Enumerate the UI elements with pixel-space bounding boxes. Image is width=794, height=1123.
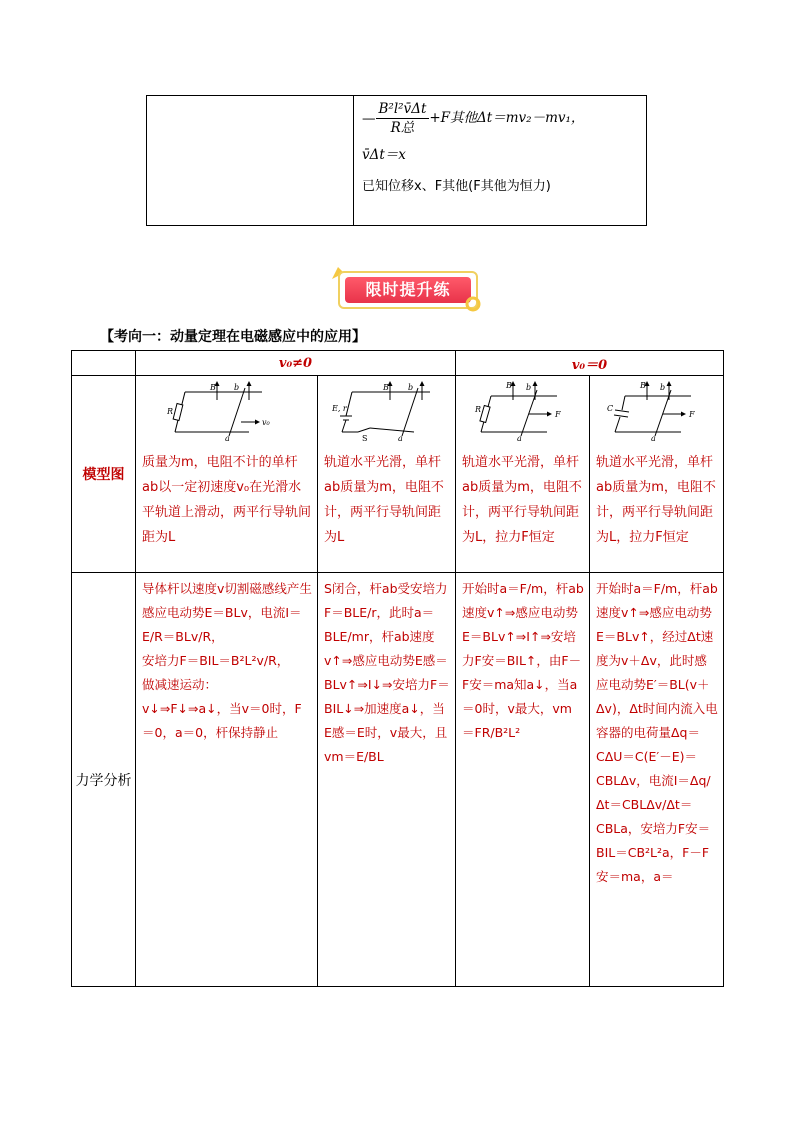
column-header-v0-nonzero: v₀≠0 bbox=[136, 351, 456, 376]
row-header-model: 模型图 bbox=[72, 376, 136, 573]
label-b: b bbox=[233, 383, 239, 392]
mechanics-cell-4 bbox=[590, 573, 724, 987]
known-condition-text: 已知位移x、F其他(F其他为恒力) bbox=[362, 179, 551, 194]
label-F: F bbox=[554, 410, 561, 419]
label-F: F bbox=[688, 410, 695, 419]
label-a: a bbox=[224, 434, 230, 442]
label-v0: v₀ bbox=[261, 418, 270, 427]
summary-formula-cell: — $\frac{\text{B²l²v̄Δt}}{\text{R总}}$ +F其他Δt＝mv₂－mv₁， v̄Δt＝x 已知位移x、F其他(F其他为恒力) bbox=[354, 96, 647, 226]
model-cell-force-resistor bbox=[456, 376, 590, 573]
label-B: B bbox=[382, 383, 389, 392]
model-description-2: 轨道水平光滑，单杆ab质量为m，电阻不计，两平行导轨间距为L bbox=[324, 455, 444, 545]
row-header-mechanics: 力学分析 bbox=[72, 573, 136, 987]
mech1-line4: v↓⇒F↓⇒a↓，当v＝0时，F＝0，a＝0，杆保持静止 bbox=[142, 701, 302, 740]
label-B: B bbox=[505, 381, 512, 390]
mechanics-cell-3 bbox=[456, 573, 590, 987]
label-B: B bbox=[209, 383, 216, 392]
mech1-line3: 做减速运动： bbox=[142, 677, 218, 692]
label-E-r: E, r bbox=[331, 404, 347, 413]
impulse-fraction bbox=[376, 100, 430, 137]
circuit-diagram-resistor bbox=[167, 378, 287, 442]
label-C: C bbox=[606, 404, 613, 413]
label-a: a bbox=[516, 434, 522, 442]
banner-ring-decoration-icon bbox=[464, 295, 482, 313]
mech1-line2: 安培力F＝BIL＝B²L²v/R， bbox=[142, 653, 290, 668]
column-header-v0-zero: v₀＝0 bbox=[456, 351, 724, 376]
mechanics-cell-1 bbox=[136, 573, 318, 987]
label-a: a bbox=[650, 434, 656, 442]
summary-empty-cell bbox=[147, 96, 354, 226]
corner-cell bbox=[72, 351, 136, 376]
model-cell-capacitor bbox=[590, 376, 724, 573]
mech2-text: S闭合，杆ab受安培力F＝BLE/r，此时a＝BLE/mr，杆ab速度v↑⇒感应电动势E感＝BLv↑⇒I↓⇒安培力F＝BIL↓⇒加速度a↓，当E感＝E时，v最大，且vm＝E/BL bbox=[324, 581, 450, 764]
circuit-diagram-capacitor bbox=[607, 378, 707, 442]
impulse-equation-rest: +F其他Δt＝mv₂－mv₁， bbox=[429, 110, 585, 126]
label-b: b bbox=[525, 383, 531, 392]
model-cell-battery bbox=[318, 376, 456, 573]
model-description-4: 轨道水平光滑，单杆ab质量为m，电阻不计，两平行导轨间距为L，拉力F恒定 bbox=[596, 455, 716, 545]
label-S: S bbox=[361, 434, 367, 442]
label-a: a bbox=[397, 434, 403, 442]
mech4-text: 开始时a＝F/m，杆ab速度v↑⇒感应电动势E＝BLv↑，经过Δt速度为v＋Δv，此时感应电动势E′＝BL(v＋Δv)，Δt时间内流入电容器的电荷量Δq＝CΔU＝C(E′－E)＝CBLΔv，电流I＝Δq/Δt＝CBLΔv/Δt＝CBLa，安培力F安＝BIL＝CB²L²a，F－F安＝ma，a＝ bbox=[596, 581, 718, 884]
summary-table-fragment bbox=[146, 95, 647, 226]
mechanics-cell-2 bbox=[318, 573, 456, 987]
practice-banner-label: 限时提升练 bbox=[345, 277, 471, 303]
label-b: b bbox=[407, 383, 413, 392]
impulse-fraction-denominator: R总 bbox=[376, 118, 430, 137]
model-description-1: 质量为m，电阻不计的单杆ab以一定初速度v₀在光滑水平轨道上滑动，两平行导轨间距为L bbox=[142, 455, 312, 545]
circuit-diagram-battery bbox=[332, 378, 442, 442]
impulse-fraction-numerator: B²l²v̄Δt bbox=[378, 101, 427, 117]
circuit-diagram-force-resistor bbox=[473, 378, 573, 442]
model-comparison-table bbox=[71, 350, 724, 987]
practice-banner bbox=[330, 265, 482, 313]
label-b: b bbox=[659, 383, 665, 392]
section-title: 【考向一：动量定理在电磁感应中的应用】 bbox=[100, 329, 366, 345]
label-R: R bbox=[166, 407, 173, 416]
mech3-text: 开始时a＝F/m，杆ab速度v↑⇒感应电动势E＝BLv↑⇒I↑⇒安培力F安＝BIL↑，由F－F安＝ma知a↓，当a＝0时，v最大，vm＝FR/B²L² bbox=[462, 581, 584, 740]
displacement-equation: v̄Δt＝x bbox=[362, 147, 406, 163]
mech1-line1: 导体杆以速度v切割磁感线产生感应电动势E＝BLv，电流I＝E/R＝BLv/R， bbox=[142, 581, 312, 644]
model-description-3: 轨道水平光滑，单杆ab质量为m，电阻不计，两平行导轨间距为L，拉力F恒定 bbox=[462, 455, 582, 545]
label-R: R bbox=[474, 405, 481, 414]
label-B: B bbox=[639, 381, 646, 390]
model-cell-resistor bbox=[136, 376, 318, 573]
